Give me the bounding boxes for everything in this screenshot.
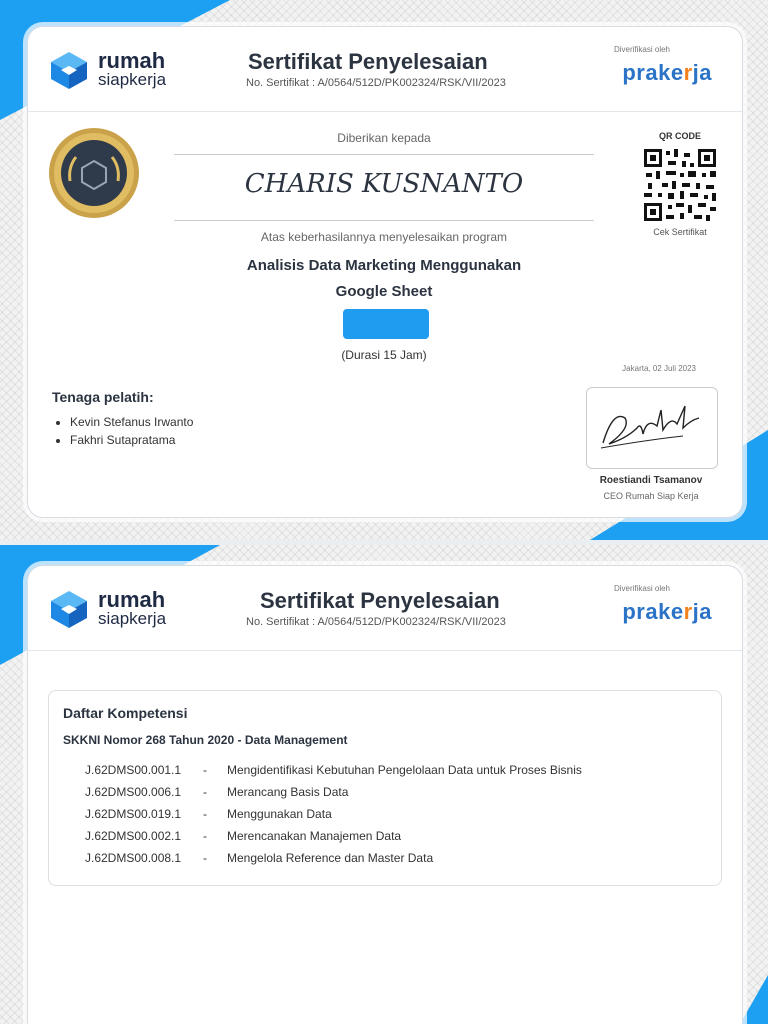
competency-desc: Mengelola Reference dan Master Data bbox=[227, 851, 434, 865]
trainers-heading: Tenaga pelatih: bbox=[52, 389, 154, 405]
name-divider-bottom bbox=[174, 220, 594, 221]
separator: - bbox=[203, 851, 207, 865]
competency-standard: SKKNI Nomor 268 Tahun 2020 - Data Management bbox=[63, 733, 348, 747]
certificate-number: No. Sertifikat : A/0564/512D/PK002324/RSK/VII/2023 bbox=[246, 77, 506, 89]
competency-card bbox=[27, 565, 743, 1024]
competency-desc: Menggunakan Data bbox=[227, 807, 332, 821]
program-title bbox=[194, 253, 574, 305]
certificate-title: Sertifikat Penyelesaian bbox=[260, 588, 500, 613]
signature-image bbox=[587, 388, 717, 468]
separator: - bbox=[203, 829, 207, 843]
prakerja-logo bbox=[622, 60, 712, 86]
certificate-card bbox=[27, 26, 743, 518]
certificate-title: Sertifikat Penyelesaian bbox=[248, 49, 488, 74]
competency-list bbox=[85, 759, 582, 869]
certificate-page-2 bbox=[0, 545, 768, 1024]
competency-code: J.62DMS00.019.1 bbox=[85, 807, 182, 821]
separator: - bbox=[203, 763, 207, 777]
prakerja-text-b: r bbox=[683, 60, 693, 85]
competency-code: J.62DMS00.002.1 bbox=[85, 829, 182, 843]
program-title-line1: Analisis Data Marketing Menggunakan bbox=[246, 257, 522, 274]
list-item bbox=[85, 759, 582, 781]
duration-label: (Durasi 15 Jam) bbox=[341, 348, 427, 362]
trainer-list bbox=[52, 415, 193, 451]
header-divider bbox=[28, 650, 742, 651]
verified-by-label: Diverifikasi oleh bbox=[613, 584, 670, 593]
separator: - bbox=[203, 807, 207, 821]
qr-code-icon[interactable] bbox=[642, 147, 718, 223]
qr-code-label: QR CODE bbox=[658, 131, 701, 141]
competency-heading: Daftar Kompetensi bbox=[63, 705, 188, 721]
prakerja-text-a: prake bbox=[622, 599, 684, 624]
prakerja-text-c: ja bbox=[692, 599, 712, 624]
prakerja-text-b: r bbox=[683, 599, 693, 624]
header-divider bbox=[28, 111, 742, 112]
list-item bbox=[85, 803, 582, 825]
cube-logo-icon bbox=[48, 588, 90, 630]
competency-desc: Merencanakan Manajemen Data bbox=[227, 829, 402, 843]
issue-date: Jakarta, 02 Juli 2023 bbox=[622, 364, 696, 373]
certificate-number: No. Sertifikat : A/0564/512D/PK002324/RSK/VII/2023 bbox=[246, 616, 506, 628]
list-item bbox=[85, 781, 582, 803]
separator: - bbox=[203, 785, 207, 799]
list-item bbox=[85, 825, 582, 847]
cube-logo-icon bbox=[48, 49, 90, 91]
list-item bbox=[85, 847, 582, 869]
prakerja-logo bbox=[622, 599, 712, 625]
brand-subname: siapkerja bbox=[98, 70, 167, 89]
rumah-siapkerja-logo bbox=[48, 49, 166, 91]
verified-by-label: Diverifikasi oleh bbox=[613, 45, 670, 54]
trainer-item: • Kevin Stefanus Irwanto bbox=[70, 415, 193, 429]
blue-badge bbox=[343, 309, 429, 339]
brand-subname: siapkerja bbox=[98, 609, 167, 628]
rumah-siapkerja-logo bbox=[48, 588, 166, 630]
prakerja-text-a: prake bbox=[622, 60, 684, 85]
signature-box bbox=[586, 387, 718, 469]
name-divider-top bbox=[174, 154, 594, 155]
competency-box bbox=[48, 690, 722, 886]
trainer-item: • Fakhri Sutapratama bbox=[70, 433, 193, 447]
medal-badge-icon bbox=[48, 127, 140, 219]
competency-code: J.62DMS00.008.1 bbox=[85, 851, 182, 865]
brand-name: rumah bbox=[98, 587, 166, 612]
competency-desc: Mengidentifikasi Kebutuhan Pengelolaan Data untuk Proses Bisnis bbox=[227, 763, 582, 777]
given-to-label: Diberikan kepada bbox=[337, 131, 431, 145]
program-title-line2: Google Sheet bbox=[335, 283, 433, 300]
signer-role: CEO Rumah Siap Kerja bbox=[603, 491, 699, 501]
check-certificate-link[interactable]: Cek Sertifikat bbox=[653, 227, 707, 237]
brand-name: rumah bbox=[98, 48, 166, 73]
competency-desc: Merancang Basis Data bbox=[227, 785, 349, 799]
prakerja-text-c: ja bbox=[692, 60, 712, 85]
signer-name: Roestiandi Tsamanov bbox=[599, 475, 703, 486]
completion-label: Atas keberhasilannya menyelesaikan program bbox=[260, 230, 508, 244]
competency-code: J.62DMS00.006.1 bbox=[85, 785, 182, 799]
competency-code: J.62DMS00.001.1 bbox=[85, 763, 182, 777]
recipient-name: CHARIS KUSNANTO bbox=[244, 169, 524, 199]
